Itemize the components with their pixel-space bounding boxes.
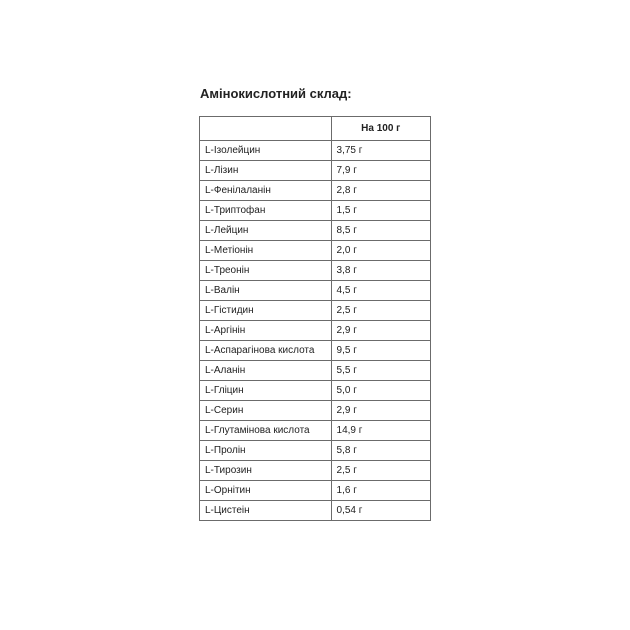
- amino-acid-amount-cell: 5,0 г: [331, 381, 430, 401]
- amino-acid-name-cell: L-Триптофан: [200, 201, 332, 221]
- amino-acid-amount-cell: 7,9 г: [331, 161, 430, 181]
- amino-acid-name-cell: L-Орнітин: [200, 481, 332, 501]
- table-row: [200, 461, 431, 481]
- amino-acid-amount-cell: 4,5 г: [331, 281, 430, 301]
- table-row: [200, 361, 431, 381]
- header-row: [200, 117, 431, 141]
- amino-acid-name-cell: L-Цистеін: [200, 501, 332, 521]
- amino-acid-name-cell: L-Лізин: [200, 161, 332, 181]
- amino-acid-name-cell: L-Гістидин: [200, 301, 332, 321]
- table-row: [200, 161, 431, 181]
- amino-acid-name-cell: L-Глутамінова кислота: [200, 421, 332, 441]
- table-header: [200, 117, 431, 141]
- amino-acid-name-cell: L-Пролін: [200, 441, 332, 461]
- amino-acid-name-cell: L-Серин: [200, 401, 332, 421]
- amino-acid-amount-cell: 5,8 г: [331, 441, 430, 461]
- table-row: [200, 141, 431, 161]
- section-title: Амінокислотний склад:: [200, 86, 352, 101]
- amino-acid-amount-cell: 1,6 г: [331, 481, 430, 501]
- header-cell-amount: На 100 г: [331, 117, 430, 141]
- amino-acid-name-cell: L-Лейцин: [200, 221, 332, 241]
- amino-acid-name-cell: L-Фенілаланін: [200, 181, 332, 201]
- table-row: [200, 221, 431, 241]
- table-row: [200, 301, 431, 321]
- amino-acid-name-cell: L-Треонін: [200, 261, 332, 281]
- amino-acid-amount-cell: 1,5 г: [331, 201, 430, 221]
- table-row: [200, 481, 431, 501]
- amino-acid-amount-cell: 2,8 г: [331, 181, 430, 201]
- amino-acid-amount-cell: 2,9 г: [331, 321, 430, 341]
- amino-acid-amount-cell: 2,0 г: [331, 241, 430, 261]
- amino-acid-name-cell: L-Аргінін: [200, 321, 332, 341]
- table-row: [200, 441, 431, 461]
- amino-acid-amount-cell: 2,9 г: [331, 401, 430, 421]
- amino-acid-amount-cell: 5,5 г: [331, 361, 430, 381]
- amino-acid-name-cell: L-Аспарагінова кислота: [200, 341, 332, 361]
- header-cell-name: [200, 117, 332, 141]
- table-row: [200, 341, 431, 361]
- table-row: [200, 281, 431, 301]
- amino-acid-name-cell: L-Аланін: [200, 361, 332, 381]
- table-row: [200, 181, 431, 201]
- amino-acid-name-cell: L-Ізолейцин: [200, 141, 332, 161]
- amino-acid-table: [199, 116, 431, 521]
- amino-acid-name-cell: L-Тирозин: [200, 461, 332, 481]
- table-row: [200, 381, 431, 401]
- table-row: [200, 421, 431, 441]
- amino-acid-amount-cell: 3,75 г: [331, 141, 430, 161]
- amino-acid-amount-cell: 9,5 г: [331, 341, 430, 361]
- amino-acid-amount-cell: 14,9 г: [331, 421, 430, 441]
- table-row: [200, 261, 431, 281]
- table-body: [200, 141, 431, 521]
- amino-acid-name-cell: L-Валін: [200, 281, 332, 301]
- table-row: [200, 201, 431, 221]
- table-row: [200, 241, 431, 261]
- table-row: [200, 501, 431, 521]
- amino-acid-amount-cell: 0,54 г: [331, 501, 430, 521]
- amino-acid-name-cell: L-Гліцин: [200, 381, 332, 401]
- table-row: [200, 321, 431, 341]
- amino-acid-amount-cell: 8,5 г: [331, 221, 430, 241]
- amino-acid-amount-cell: 2,5 г: [331, 301, 430, 321]
- amino-acid-amount-cell: 3,8 г: [331, 261, 430, 281]
- table-row: [200, 401, 431, 421]
- amino-acid-name-cell: L-Метіонін: [200, 241, 332, 261]
- amino-acid-amount-cell: 2,5 г: [331, 461, 430, 481]
